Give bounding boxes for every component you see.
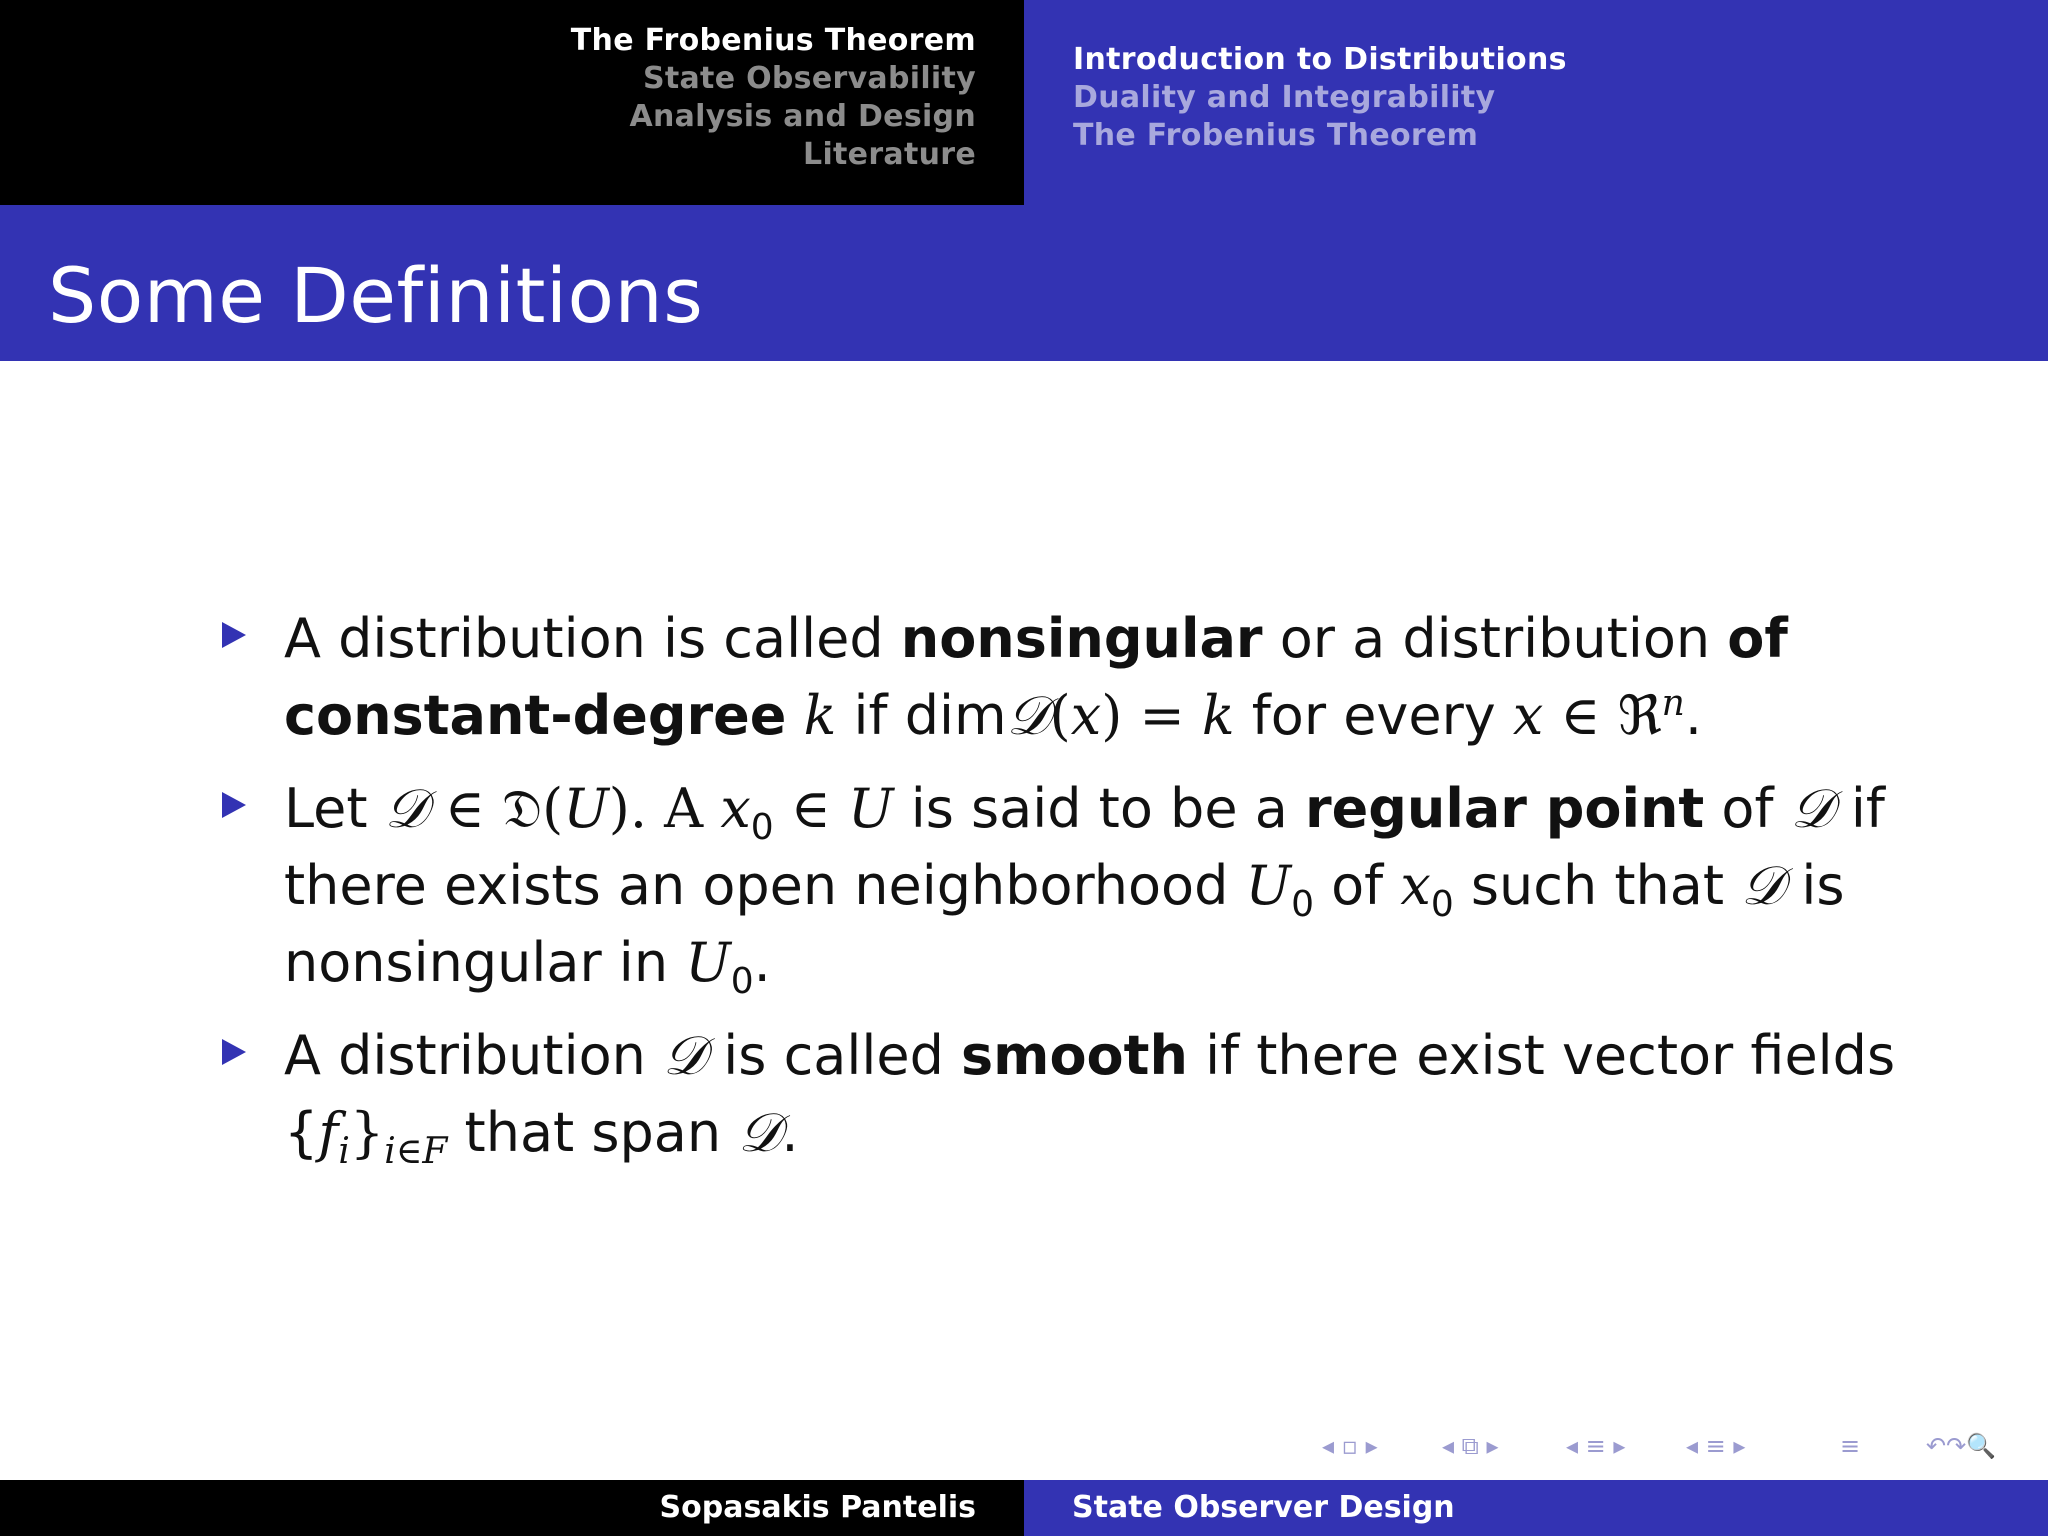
section-navigation [571,22,976,174]
footer-author: Sopasakis Pantelis [659,1490,976,1525]
nav-appendix-controls[interactable] [1834,1432,1866,1468]
definition-regular-point: Let 𝒟 ∈ 𝔇(U). A $x_0$ ∈ U is said to be a regular point of 𝒟 if there exists an open neighborhood $U_0$ of $x_0$ such that 𝒟 is nonsingular in $U_0$. [284,777,1885,1002]
frame-title-bar [0,205,2048,361]
triangle-bullet-icon [222,792,246,818]
triangle-bullet-icon [222,1039,246,1065]
list-item [220,770,1920,1001]
document-nav-icon[interactable]: ◂ ≡ ▸ [1686,1432,1746,1460]
header-subsections-panel [1024,0,2048,205]
section-link-analysis[interactable]: Analysis and Design [629,99,976,134]
subsection-navigation [1073,41,1567,155]
frame-title: Some Definitions [48,251,704,340]
footer-title: State Observer Design [1072,1490,1455,1525]
subsection-link-introduction[interactable]: Introduction to Distributions [1073,42,1567,77]
appendix-nav-icon[interactable]: ≡ [1840,1432,1861,1460]
nav-section-controls[interactable] [1560,1432,1631,1468]
nav-search-controls[interactable] [1920,1432,2002,1468]
definition-smooth: A distribution 𝒟 is called smooth if there exist vector fields $\{f_i\}_{i\in F}$ that span 𝒟. [284,1024,1896,1172]
section-link-frobenius[interactable]: The Frobenius Theorem [570,23,976,58]
list-item [220,600,1920,754]
footer-author-panel [0,1480,1024,1536]
nav-subsection-controls[interactable] [1436,1432,1505,1468]
section-nav-icon[interactable]: ◂ ≡ ▸ [1566,1432,1626,1460]
definition-nonsingular: A distribution is called nonsingular or a distribution of constant-degree k if dim𝒟(x) = k for every x ∈ ℜ$^n$. [284,607,1788,747]
slide-content [220,600,1920,1187]
back-forward-search-icon[interactable]: ↶↷🔍 [1926,1432,1997,1460]
triangle-bullet-icon [222,622,246,648]
section-link-observability[interactable]: State Observability [642,61,976,96]
list-item [220,1017,1920,1171]
nav-frame-controls[interactable] [1316,1432,1384,1468]
footer-title-panel [1024,1480,2048,1536]
subsection-nav-icon[interactable]: ◂ ⧉ ▸ [1442,1432,1499,1460]
subsection-link-duality[interactable]: Duality and Integrability [1073,80,1496,115]
header-sections-panel [0,0,1024,205]
frame-nav-icon[interactable]: ◂ ▫ ▸ [1322,1432,1378,1460]
section-link-literature[interactable]: Literature [803,137,976,172]
nav-document-controls[interactable] [1680,1432,1751,1468]
subsection-link-frobenius[interactable]: The Frobenius Theorem [1073,118,1479,153]
